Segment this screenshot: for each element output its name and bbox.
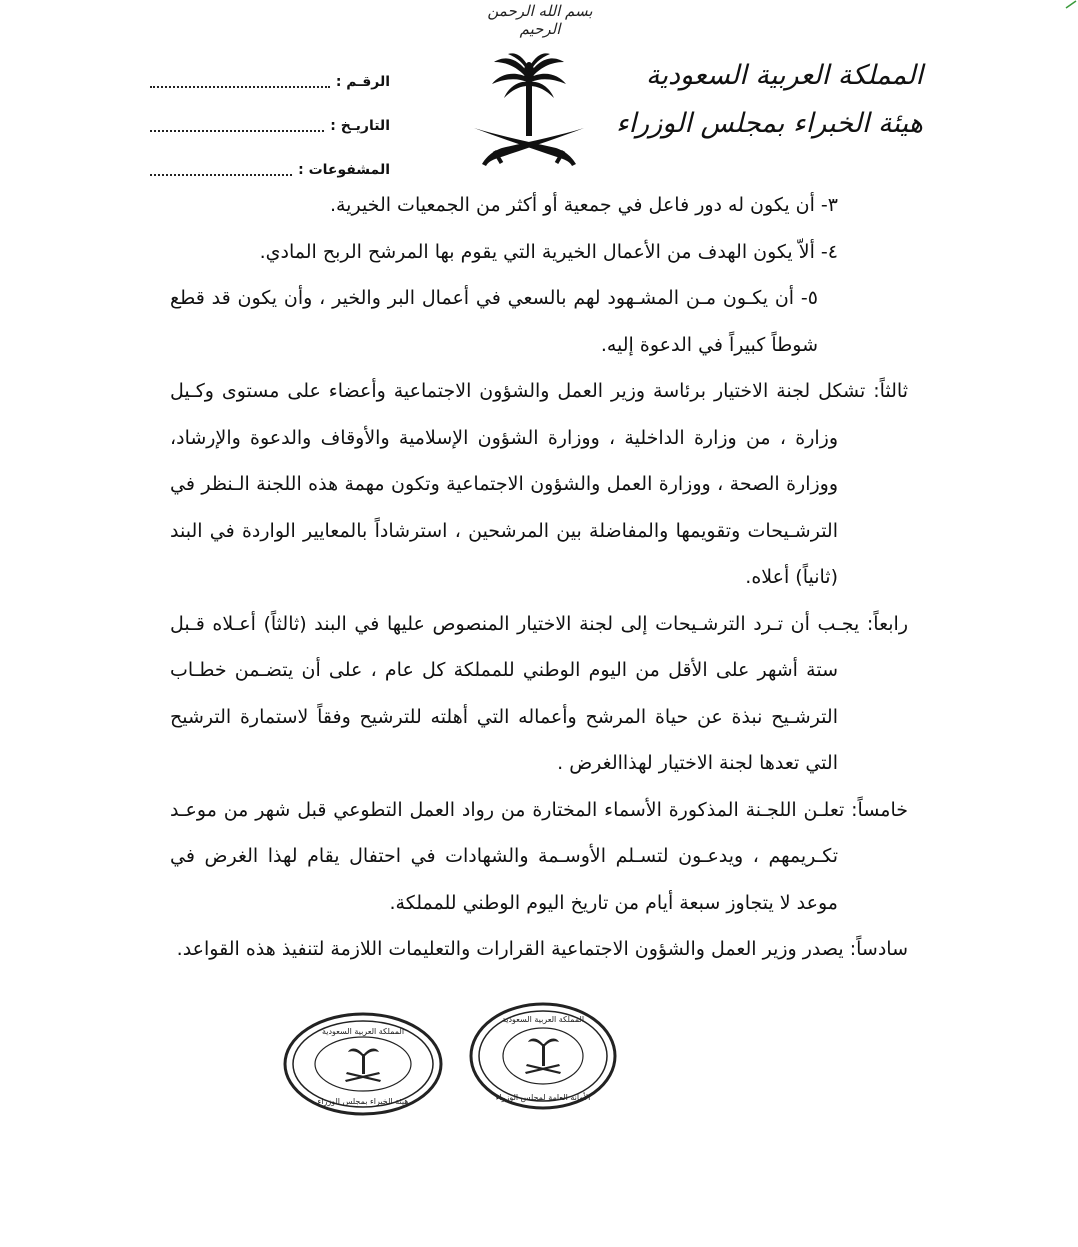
clause-sixth: سادساً: يصدر وزير العمل والشؤون الاجتماعية القرارات والتعليمات اللازمة لتنفيذ هذه القواعد.	[176, 938, 908, 960]
date-label: التاريـخ :	[330, 118, 390, 134]
stamp-left-top-text: المملكة العربية السعودية	[321, 1027, 405, 1036]
basmala: بسم الله الرحمن الرحيم	[487, 2, 593, 38]
org-line-1: المملكة العربية السعودية	[645, 60, 923, 91]
reference-fields	[150, 60, 390, 192]
document-body	[170, 182, 908, 973]
org-line-2: هيئة الخبراء بمجلس الوزراء	[615, 108, 923, 139]
attachments-blank	[150, 164, 292, 176]
number-label: الرقـم :	[335, 74, 390, 90]
number-blank	[150, 76, 330, 88]
date-field	[150, 104, 390, 148]
official-stamp-left	[282, 1010, 444, 1118]
criterion-5: ٥- أن يكـون مـن المشـهود لهم بالسعي في أعمال البر والخير ، وأن يكون قد قطع شوطاً كبيراً في الدعوة إليه.	[170, 287, 818, 356]
criterion-3: ٣- أن يكون له دور فاعل في جمعية أو أكثر من الجمعيات الخيرية.	[329, 194, 838, 216]
attachments-label: المشفوعات :	[298, 162, 390, 178]
date-blank	[150, 120, 324, 132]
stamp-left-bottom-text: هيئة الخبراء بمجلس الوزراء	[317, 1097, 409, 1106]
stamp-right-top-text: المملكة العربية السعودية	[501, 1015, 585, 1024]
number-field	[150, 60, 390, 104]
corner-mark	[1064, 0, 1078, 10]
criterion-4: ٤- ألاّ يكون الهدف من الأعمال الخيرية التي يقوم بها المرشح الربح المادي.	[259, 240, 838, 263]
palm-swords-emblem-icon	[470, 50, 588, 170]
stamp-right-bottom-text: الأمانة العامة لمجلس الوزراء	[495, 1093, 591, 1102]
official-stamp-right	[468, 1000, 618, 1112]
clause-fifth: خامساً: تعلـن اللجـنة المذكورة الأسماء المختارة من رواد العمل التطوعي قبل شهر من موعـد تكـريمهم ، ويدعـون لتسـلم الأوسـمة والشهادات في احتفال يقام لهذا الغرض في موعد لا يتجاوز سبعة أيام من تاريخ اليوم الوطني للمملكة.	[170, 798, 908, 914]
clause-third: ثالثاً: تشكل لجنة الاختيار برئاسة وزير العمل والشؤون الاجتماعية وأعضاء على مستوى وكـيل وزارة ، من وزارة الداخلية ، ووزارة الشؤون الإسلامية والأوقاف والدعوة والإرشاد، ووزارة الصحة ، ووزارة العمل والشؤون الاجتماعية وتكون مهمة هذه اللجنة الـنظر في الترشـيحات وتقويمها والمفاضلة بين المرشحين ، استرشاداً بالمعايير الواردة في البند (ثانياً) أعلاه.	[170, 380, 908, 588]
letterhead-title	[615, 52, 923, 148]
clause-fourth: رابعاً: يجـب أن تـرد الترشـيحات إلى لجنة الاختيار المنصوص عليها في البند (ثالثاً) أعـلاه قـبل ستة أشهر على الأقل من اليوم الوطني للمملكة كل عام ، على أن يتضـمن خطـاب الترشـيح نبذة عن حياة المرشح وأعماله التي أهلته للترشيح وفقاً لاستمارة الترشيح التي تعدها لجنة الاختيار لهذاالغرض .	[170, 612, 908, 774]
